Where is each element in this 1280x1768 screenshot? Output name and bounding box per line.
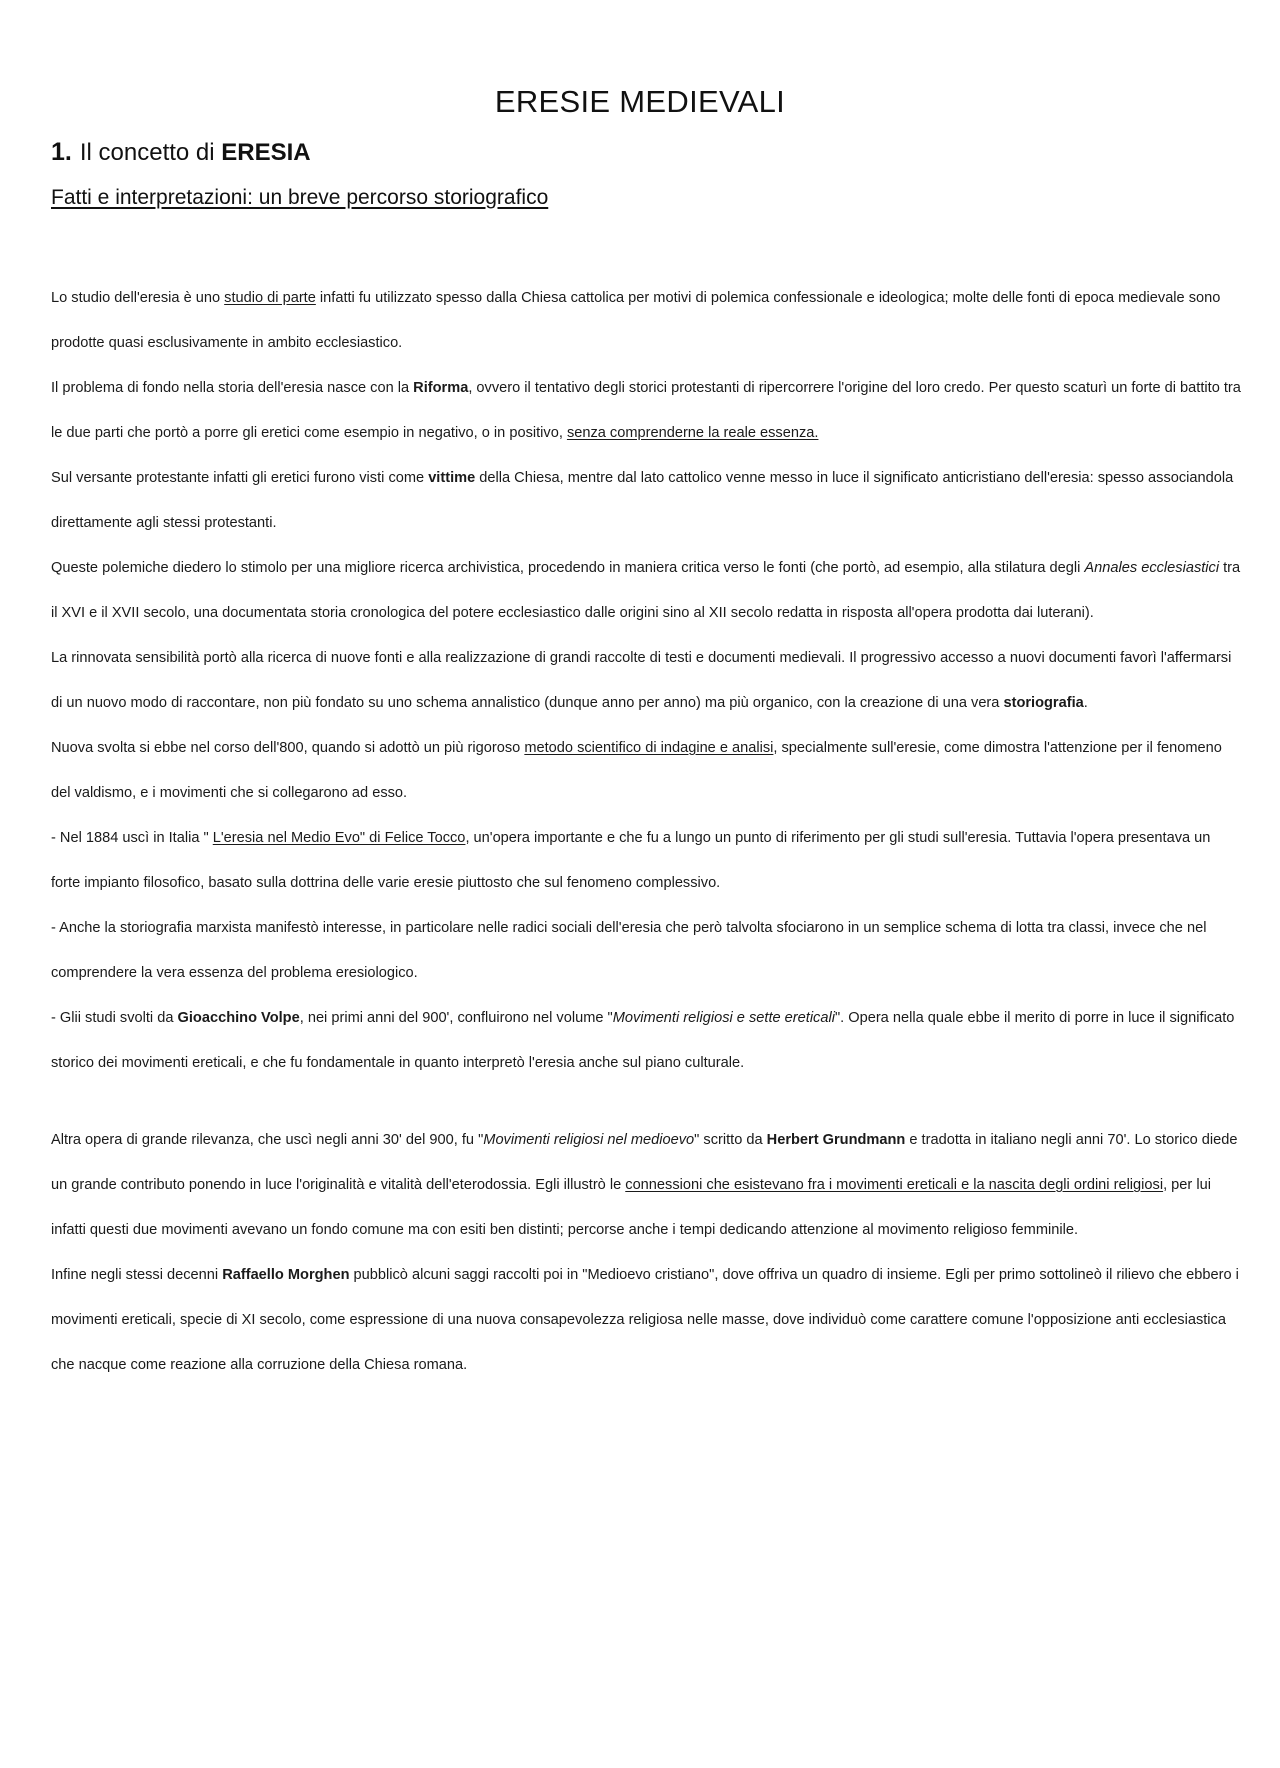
paragraph-2 (51, 366, 1241, 456)
section-subtitle: Fatti e interpretazioni: un breve percorso storiografico (51, 186, 549, 209)
text-run: , un'opera importante e che fu a lungo un punto di riferimento per gli studi sull'eresia. Tuttavia l'opera presentava un forte impianto filosofico, basato sulla dottrina delle varie eresie piuttosto che sul fenomeno complessivo. (51, 830, 1211, 891)
paragraph-10 (51, 1118, 1241, 1253)
text-run: Altra opera di grande rilevanza, che uscì negli anni 30' del 900, fu " (51, 1132, 484, 1148)
bold-term: Raffaello Morghen (222, 1267, 350, 1283)
underlined-phrase: studio di parte (224, 290, 316, 306)
text-run: Queste polemiche diedero lo stimolo per una migliore ricerca archivistica, procedendo in maniera critica verso le fonti (che portò, ad esempio, alla stilatura degli (51, 560, 1085, 576)
document-body (51, 276, 1241, 1388)
text-run: , nei primi anni del 900', confluirono nel volume " (299, 1010, 613, 1026)
paragraph-8 (51, 906, 1241, 996)
text-run: Lo studio dell'eresia è uno (51, 290, 225, 306)
text-run: Sul versante protestante infatti gli eretici furono visti come (51, 470, 429, 486)
text-run: , per lui infatti questi due movimenti avevano un fondo comune ma con esiti ben distinti; percorse anche i tempi dedicando attenzione al movimento religioso femminile. (51, 1177, 1211, 1238)
bold-term: Gioacchino Volpe (177, 1010, 300, 1026)
text-run: Nuova svolta si ebbe nel corso dell'800, quando si adottò un più rigoroso (51, 740, 525, 756)
bold-term: storiografia (1003, 695, 1084, 711)
italic-title: Movimenti religiosi nel medioevo (483, 1132, 695, 1148)
paragraph-11 (51, 1253, 1241, 1388)
text-run: della Chiesa, mentre dal lato cattolico venne messo in luce il significato anticristiano dell'eresia: spesso associandola direttamente agli stessi protestanti. (51, 470, 1234, 531)
text-run: - Nel 1884 uscì in Italia " (51, 830, 213, 846)
paragraph-4 (51, 546, 1241, 636)
underlined-phrase: L'eresia nel Medio Evo" di Felice Tocco (212, 830, 466, 846)
paragraph-3 (51, 456, 1241, 546)
section-keyword: ERESIA (221, 139, 311, 166)
bold-term: Riforma (413, 380, 469, 396)
paragraph-9 (51, 996, 1241, 1086)
text-run: infatti fu utilizzato spesso dalla Chiesa cattolica per motivi di polemica confessionale e ideologica; molte delle fonti di epoca medievale sono prodotte quasi esclusivamente in ambito ecclesiastico. (51, 290, 1221, 351)
text-run: - Anche la storiografia marxista manifestò interesse, in particolare nelle radici sociali dell'eresia che però talvolta sfociarono in un semplice schema di lotta tra classi, invece che nel comprendere la vera essenza del problema eresiologico. (51, 920, 1207, 981)
paragraph-5 (51, 636, 1241, 726)
text-run: pubblicò alcuni saggi raccolti poi in "Medioevo cristiano", dove offriva un quadro di insieme. Egli per primo sottolineò il rilievo che ebbero i movimenti ereticali, specie di XI secolo, come espressione di una nuova consapevolezza religiosa nelle masse, dove individuò come carattere comune l'opposizione anti ecclesiastica che nacque come reazione alla corruzione della Chiesa romana. (51, 1267, 1239, 1373)
bold-term: Herbert Grundmann (766, 1132, 906, 1148)
text-run: Il problema di fondo nella storia dell'eresia nasce con la (51, 380, 414, 396)
text-run: " scritto da (694, 1132, 767, 1148)
italic-title: Annales ecclesiastici (1084, 560, 1220, 576)
text-run: tra il XVI e il XVII secolo, una documentata storia cronologica del potere ecclesiastico dalle origini sino al XII secolo redatta in risposta all'opera prodotta dai luterani). (51, 560, 1241, 621)
underlined-phrase: connessioni che esistevano fra i movimenti ereticali e la nascita degli ordini religiosi (625, 1177, 1164, 1193)
text-run: - Glii studi svolti da (51, 1010, 178, 1026)
text-run: ". Opera nella quale ebbe il merito di porre in luce il significato storico dei movimenti ereticali, e che fu fondamentale in quanto interpretò l'eresia anche sul piano culturale. (51, 1010, 1235, 1071)
underlined-phrase: senza comprenderne la reale essenza. (566, 425, 819, 441)
text-run: . (1083, 695, 1088, 711)
section-heading (51, 138, 311, 167)
text-run: , specialmente sull'eresie, come dimostra l'attenzione per il fenomeno del valdismo, e i movimenti che si collegarono ad esso. (51, 740, 1222, 801)
bold-term: vittime (428, 470, 476, 486)
document-title: ERESIE MEDIEVALI (494, 84, 786, 119)
paragraph-6 (51, 726, 1241, 816)
text-run: La rinnovata sensibilità portò alla ricerca di nuove fonti e alla realizzazione di grandi raccolte di testi e documenti medievali. Il progressivo accesso a nuovi documenti favorì l'affermarsi di un nuovo modo di raccontare, non più fondato su uno schema annalistico (dunque anno per anno) ma più organico, con la creazione di una vera (51, 650, 1232, 711)
text-run: , ovvero il tentativo degli storici protestanti di ripercorrere l'origine del loro credo. Per questo scaturì un forte di battito tra le due parti che portò a porre gli eretici come esempio in negativo, o in positivo, (51, 380, 1241, 441)
paragraph-1 (51, 276, 1241, 366)
section-label: Il concetto di (79, 139, 215, 166)
text-run: Infine negli stessi decenni (51, 1267, 223, 1283)
paragraph-7 (51, 816, 1241, 906)
section-number: 1. (51, 138, 72, 166)
text-run: e tradotta in italiano negli anni 70'. Lo storico diede un grande contributo ponendo in luce l'originalità e vitalità dell'eterodossia. Egli illustrò le (51, 1132, 1238, 1193)
italic-title: Movimenti religiosi e sette ereticali (612, 1010, 835, 1026)
underlined-phrase: metodo scientifico di indagine e analisi (524, 740, 774, 756)
